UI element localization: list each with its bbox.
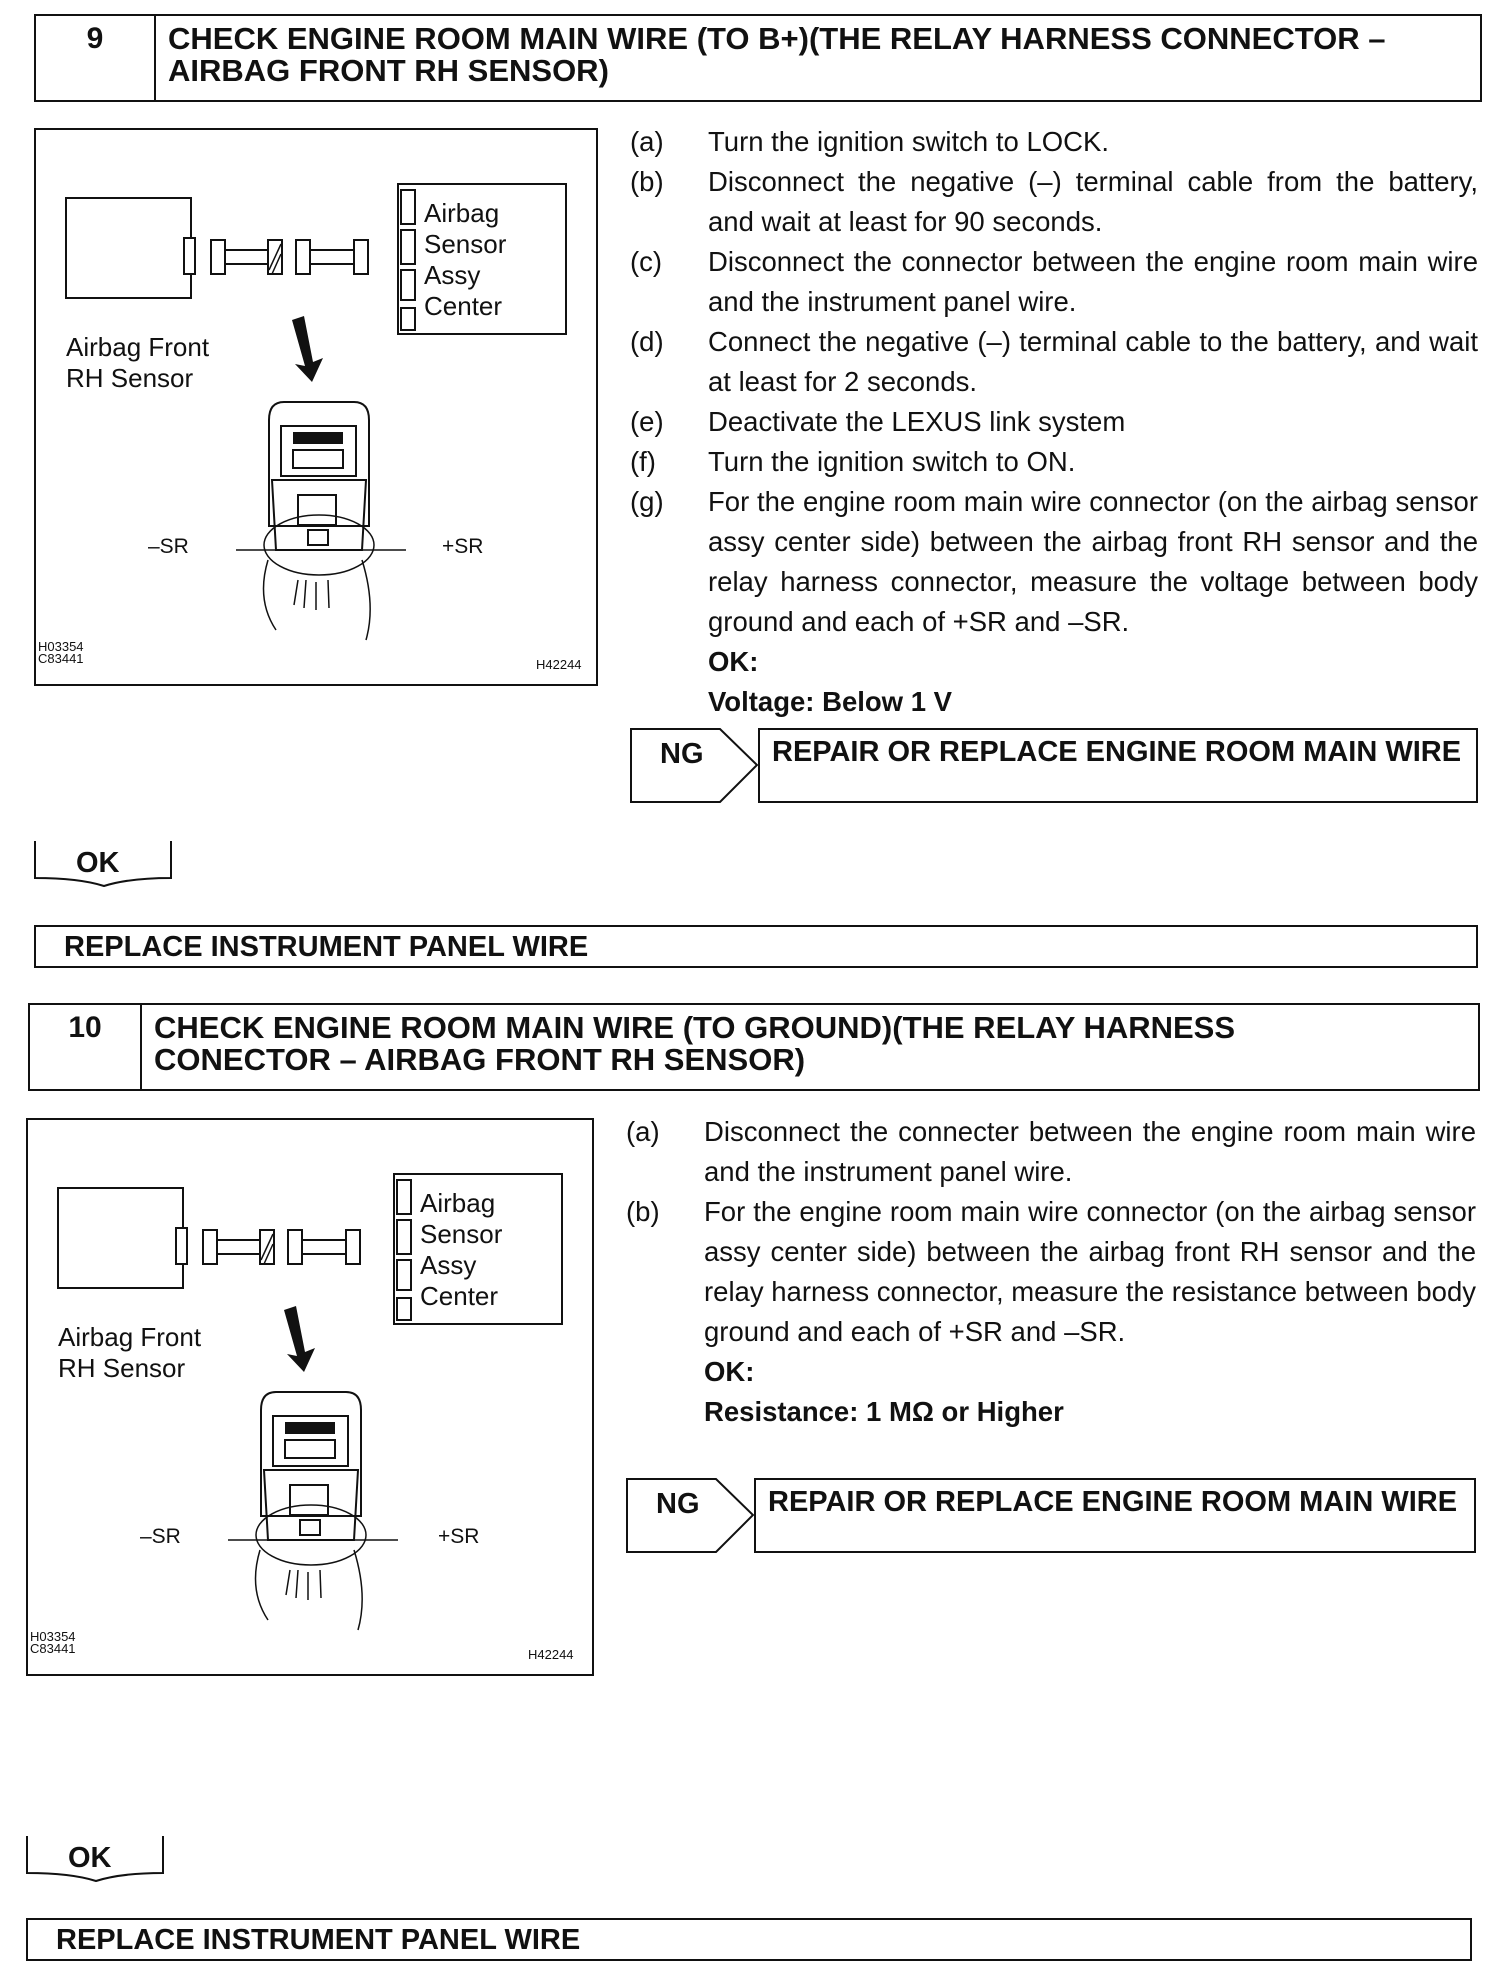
step-letter: (a) [630, 126, 664, 157]
step-b [630, 162, 1478, 242]
ng-tag [630, 728, 758, 803]
section-10-figure [26, 1118, 594, 1676]
step-b [626, 1192, 1476, 1352]
label-plus-sr: +SR [442, 535, 484, 558]
step-text: For the engine room main wire connector (on the airbag sensor assy center side) between the airbag front RH sensor and the relay harness connector, measure the resistance between body ground and each of +SR and –SR. [704, 1196, 1476, 1347]
label-front-sensor-line-2: RH Sensor [58, 1353, 186, 1383]
label-airbag-sensor-line-2: Sensor [420, 1219, 503, 1249]
label-airbag-sensor-line-1: Airbag [424, 198, 500, 228]
label-airbag-sensor-line-2: Sensor [424, 229, 507, 259]
step-d [630, 322, 1478, 402]
label-airbag-sensor-line-4: Center [420, 1281, 499, 1311]
step-g [630, 482, 1478, 642]
step-letter: (g) [630, 486, 664, 517]
step-text: Disconnect the connecter between the engine room main wire and the instrument panel wire. [704, 1116, 1476, 1187]
section-10-ok-action: REPLACE INSTRUMENT PANEL WIRE [26, 1918, 1472, 1961]
section-10-header [28, 1003, 1480, 1091]
figure-code-3: H42244 [528, 1647, 574, 1662]
step-text: Disconnect the connector between the engine room main wire and the instrument panel wire. [708, 246, 1478, 317]
section-9-ng-branch [630, 728, 1478, 803]
connector-diagram [36, 130, 596, 684]
label-airbag-sensor-line-4: Center [424, 291, 503, 321]
section-10-steps [626, 1112, 1476, 1432]
label-plus-sr: +SR [438, 1525, 480, 1548]
label-minus-sr: –SR [148, 535, 189, 558]
label-airbag-sensor-line-3: Assy [420, 1250, 477, 1280]
step-letter: (f) [630, 446, 656, 477]
step-letter: (a) [626, 1116, 660, 1147]
ng-label: NG [656, 1488, 700, 1520]
section-9-title: CHECK ENGINE ROOM MAIN WIRE (TO B+)(THE RELAY HARNESS CONNECTOR – AIRBAG FRONT RH SENSOR) [168, 21, 1386, 88]
section-10-number: 10 [30, 1005, 142, 1089]
ok-criteria-label: OK: [708, 646, 759, 677]
ok-label: OK [68, 1842, 112, 1874]
step-a [630, 122, 1478, 162]
section-9-steps [630, 122, 1478, 722]
step-f [630, 442, 1478, 482]
figure-code-1: H03354 [38, 639, 84, 654]
section-10-ng-branch [626, 1478, 1476, 1553]
section-9-header [34, 14, 1482, 102]
step-text: Disconnect the negative (–) terminal cable from the battery, and wait at least for 90 seconds. [708, 166, 1478, 237]
section-10-title: CHECK ENGINE ROOM MAIN WIRE (TO GROUND)(THE RELAY HARNESS CONECTOR – AIRBAG FRONT RH SENSOR) [154, 1010, 1236, 1077]
section-9-figure [34, 128, 598, 686]
spec-value: Resistance: 1 MΩ or Higher [704, 1396, 1064, 1427]
step-text: Turn the ignition switch to LOCK. [708, 126, 1109, 157]
step-letter: (b) [630, 166, 664, 197]
step-a [626, 1112, 1476, 1192]
ok-label: OK [76, 847, 120, 879]
figure-code-3: H42244 [536, 657, 582, 672]
step-letter: (b) [626, 1196, 660, 1227]
ng-action: REPAIR OR REPLACE ENGINE ROOM MAIN WIRE [754, 1478, 1476, 1553]
step-letter: (e) [630, 406, 664, 437]
step-letter: (d) [630, 326, 664, 357]
ng-label: NG [660, 738, 704, 770]
step-letter: (c) [630, 246, 663, 277]
ok-criteria-label: OK: [704, 1356, 755, 1387]
connector-diagram [28, 1120, 592, 1674]
figure-code-2: C83441 [38, 651, 84, 666]
label-front-sensor-line-1: Airbag Front [66, 332, 210, 362]
label-airbag-sensor-line-1: Airbag [420, 1188, 496, 1218]
ng-tag [626, 1478, 754, 1553]
section-9-number: 9 [36, 16, 156, 100]
step-c [630, 242, 1478, 322]
step-text: Connect the negative (–) terminal cable to the battery, and wait at least for 2 seconds. [708, 326, 1478, 397]
label-front-sensor-line-1: Airbag Front [58, 1322, 202, 1352]
ng-action: REPAIR OR REPLACE ENGINE ROOM MAIN WIRE [758, 728, 1478, 803]
figure-code-1: H03354 [30, 1629, 76, 1644]
step-e [630, 402, 1478, 442]
label-airbag-sensor-line-3: Assy [424, 260, 481, 290]
label-minus-sr: –SR [140, 1525, 181, 1548]
section-9-ok-tag [34, 840, 174, 888]
figure-code-2: C83441 [30, 1641, 76, 1656]
step-text: For the engine room main wire connector (on the airbag sensor assy center side) between the airbag front RH sensor and the relay harness connector, measure the voltage between body ground and each of +SR and –SR. [708, 486, 1478, 637]
section-10-ok-tag [26, 1835, 166, 1883]
step-text: Turn the ignition switch to ON. [708, 446, 1076, 477]
section-9-ok-action: REPLACE INSTRUMENT PANEL WIRE [34, 925, 1478, 968]
step-text: Deactivate the LEXUS link system [708, 406, 1126, 437]
spec-value: Voltage: Below 1 V [708, 686, 952, 717]
label-front-sensor-line-2: RH Sensor [66, 363, 194, 393]
